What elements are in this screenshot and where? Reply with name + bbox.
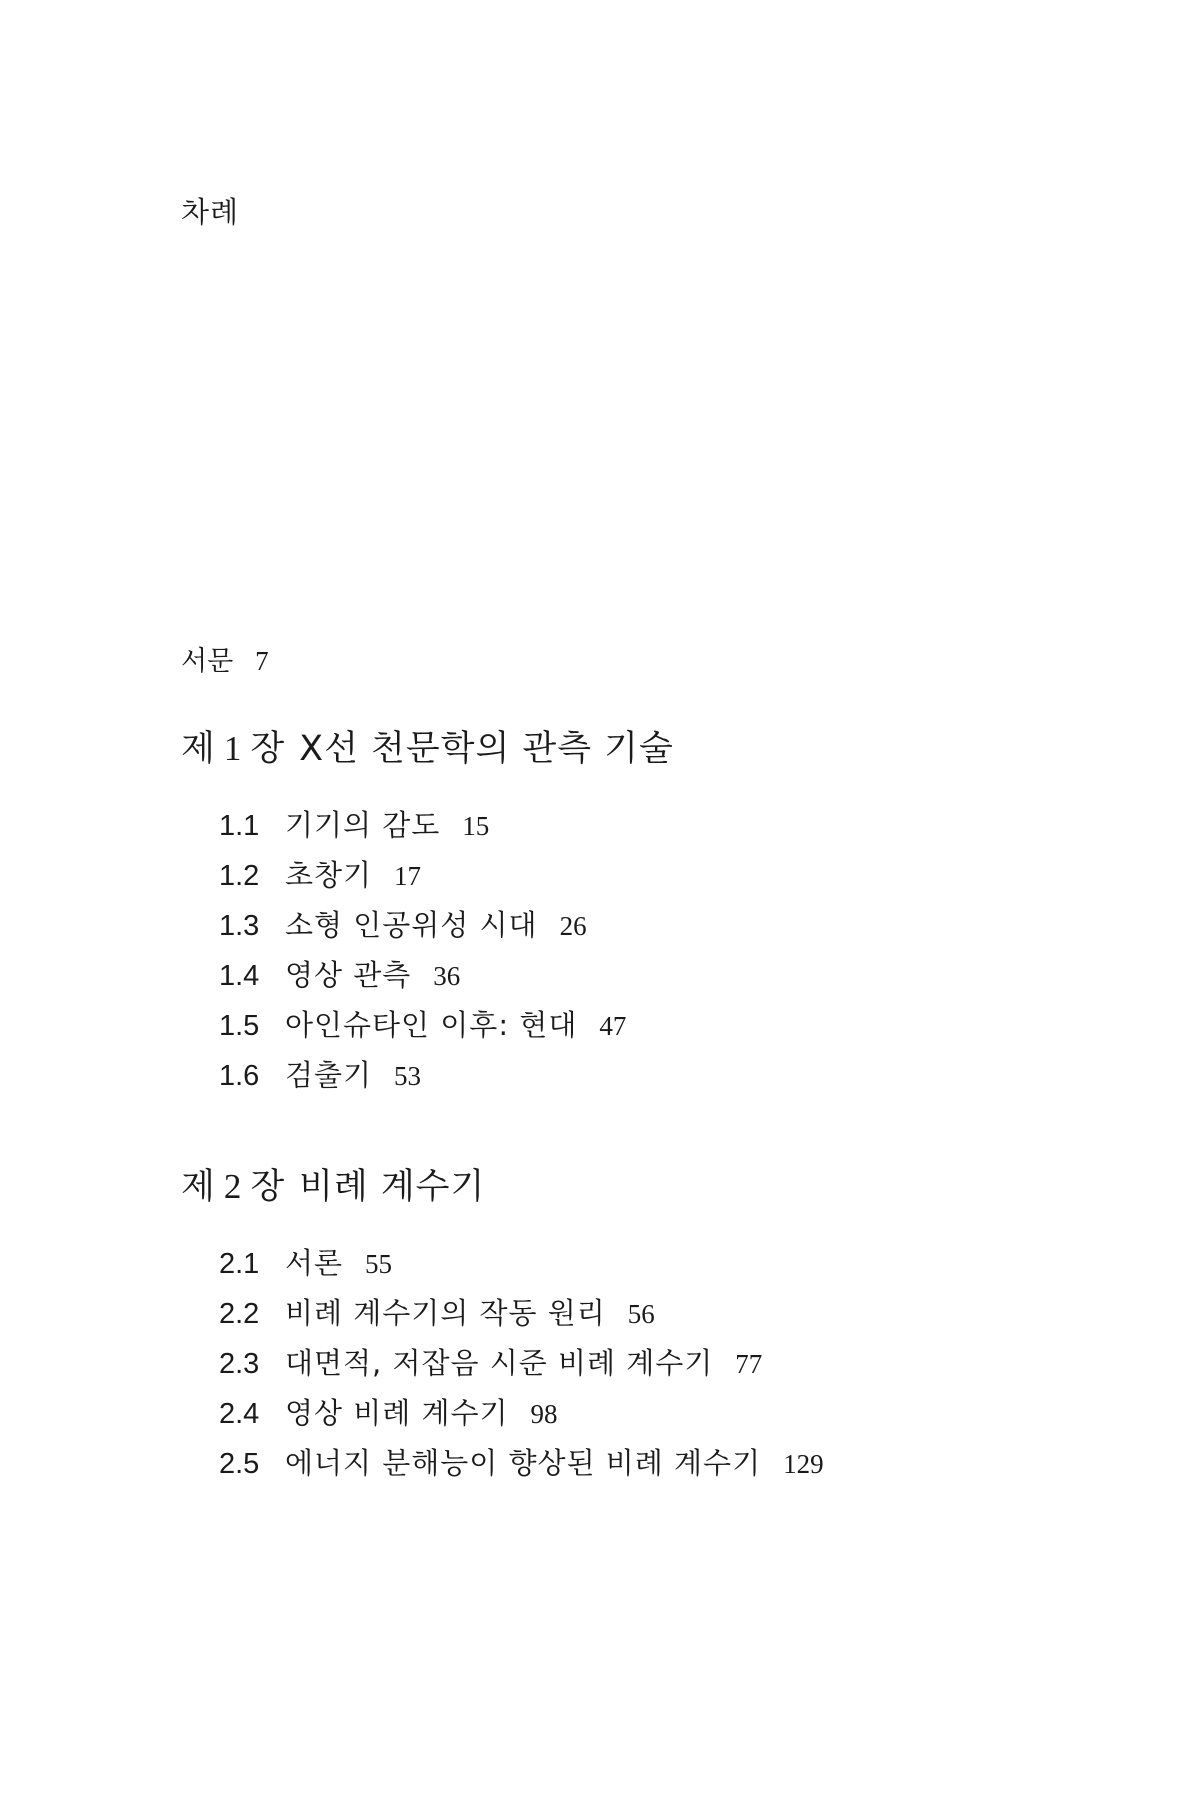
chapter-2-number: 2: [223, 1167, 243, 1206]
chapter-1-heading: [181, 731, 1161, 767]
toc-section-1-4: [219, 957, 1161, 1007]
section-number: 1.3: [219, 910, 260, 942]
section-title: 에너지 분해능이 향상된 비례 계수기: [285, 1446, 762, 1480]
section-number: 1.2: [219, 860, 260, 892]
section-number: 2.4: [219, 1398, 260, 1430]
toc-section-1-5: [219, 1007, 1161, 1057]
chapter-2-title: 비례 계수기: [299, 1167, 486, 1207]
chapter-2-heading: [181, 1169, 1161, 1205]
chapter-1-number: 1: [223, 729, 243, 768]
section-page-number: 55: [365, 1249, 393, 1279]
toc-section-2-3: [219, 1345, 1161, 1395]
chapter-1-title: X선 천문학의 관측 기술: [299, 729, 674, 769]
section-number: 1.1: [219, 810, 260, 842]
section-number: 1.5: [219, 1010, 260, 1042]
section-page-number: 26: [559, 911, 587, 941]
section-number: 2.3: [219, 1348, 260, 1380]
toc-section-2-4: [219, 1395, 1161, 1445]
section-title: 영상 관측: [285, 958, 412, 992]
section-page-number: 53: [394, 1061, 422, 1091]
toc-section-2-1: [219, 1245, 1161, 1295]
chapter-1: [181, 731, 1161, 1107]
section-number: 1.4: [219, 960, 260, 992]
toc-section-2-5: [219, 1445, 1161, 1495]
preface-page-number: 7: [255, 646, 269, 676]
section-title: 초창기: [285, 858, 373, 892]
chapter-2-prefix: 제: [181, 1167, 216, 1207]
section-page-number: 56: [627, 1299, 655, 1329]
chapter-2-suffix: 장: [250, 1167, 286, 1207]
section-number: 2.5: [219, 1448, 260, 1480]
section-title: 소형 인공위성 시대: [285, 908, 538, 942]
chapter-1-section-list: [219, 807, 1161, 1107]
toc-section-1-6: [219, 1057, 1161, 1107]
section-title: 기기의 감도: [285, 808, 441, 842]
toc-section-1-3: [219, 907, 1161, 957]
toc-section-1-2: [219, 857, 1161, 907]
chapter-2: [181, 1169, 1161, 1495]
preface-title: 서문: [181, 646, 234, 677]
section-page-number: 77: [735, 1349, 763, 1379]
section-title: 비례 계수기의 작동 원리: [285, 1296, 606, 1330]
chapter-1-suffix: 장: [250, 729, 286, 769]
chapter-2-section-list: [219, 1245, 1161, 1495]
section-page-number: 15: [462, 811, 490, 841]
page-title: 차례: [181, 195, 240, 229]
section-title: 대면적, 저잡음 시준 비례 계수기: [285, 1346, 714, 1380]
section-page-number: 17: [394, 861, 422, 891]
section-number: 2.2: [219, 1298, 260, 1330]
section-page-number: 129: [783, 1449, 824, 1479]
section-title: 서론: [285, 1246, 344, 1280]
section-page-number: 36: [433, 961, 461, 991]
section-page-number: 47: [599, 1011, 627, 1041]
section-title: 아인슈타인 이후: 현대: [285, 1008, 578, 1042]
toc-entry-preface: [181, 648, 1161, 675]
section-number: 1.6: [219, 1060, 260, 1092]
section-title: 검출기: [285, 1058, 373, 1092]
table-of-contents: [181, 648, 1161, 1495]
section-page-number: 98: [530, 1399, 558, 1429]
section-title: 영상 비례 계수기: [285, 1396, 509, 1430]
toc-section-2-2: [219, 1295, 1161, 1345]
toc-section-1-1: [219, 807, 1161, 857]
chapter-1-prefix: 제: [181, 729, 216, 769]
section-number: 2.1: [219, 1248, 260, 1280]
